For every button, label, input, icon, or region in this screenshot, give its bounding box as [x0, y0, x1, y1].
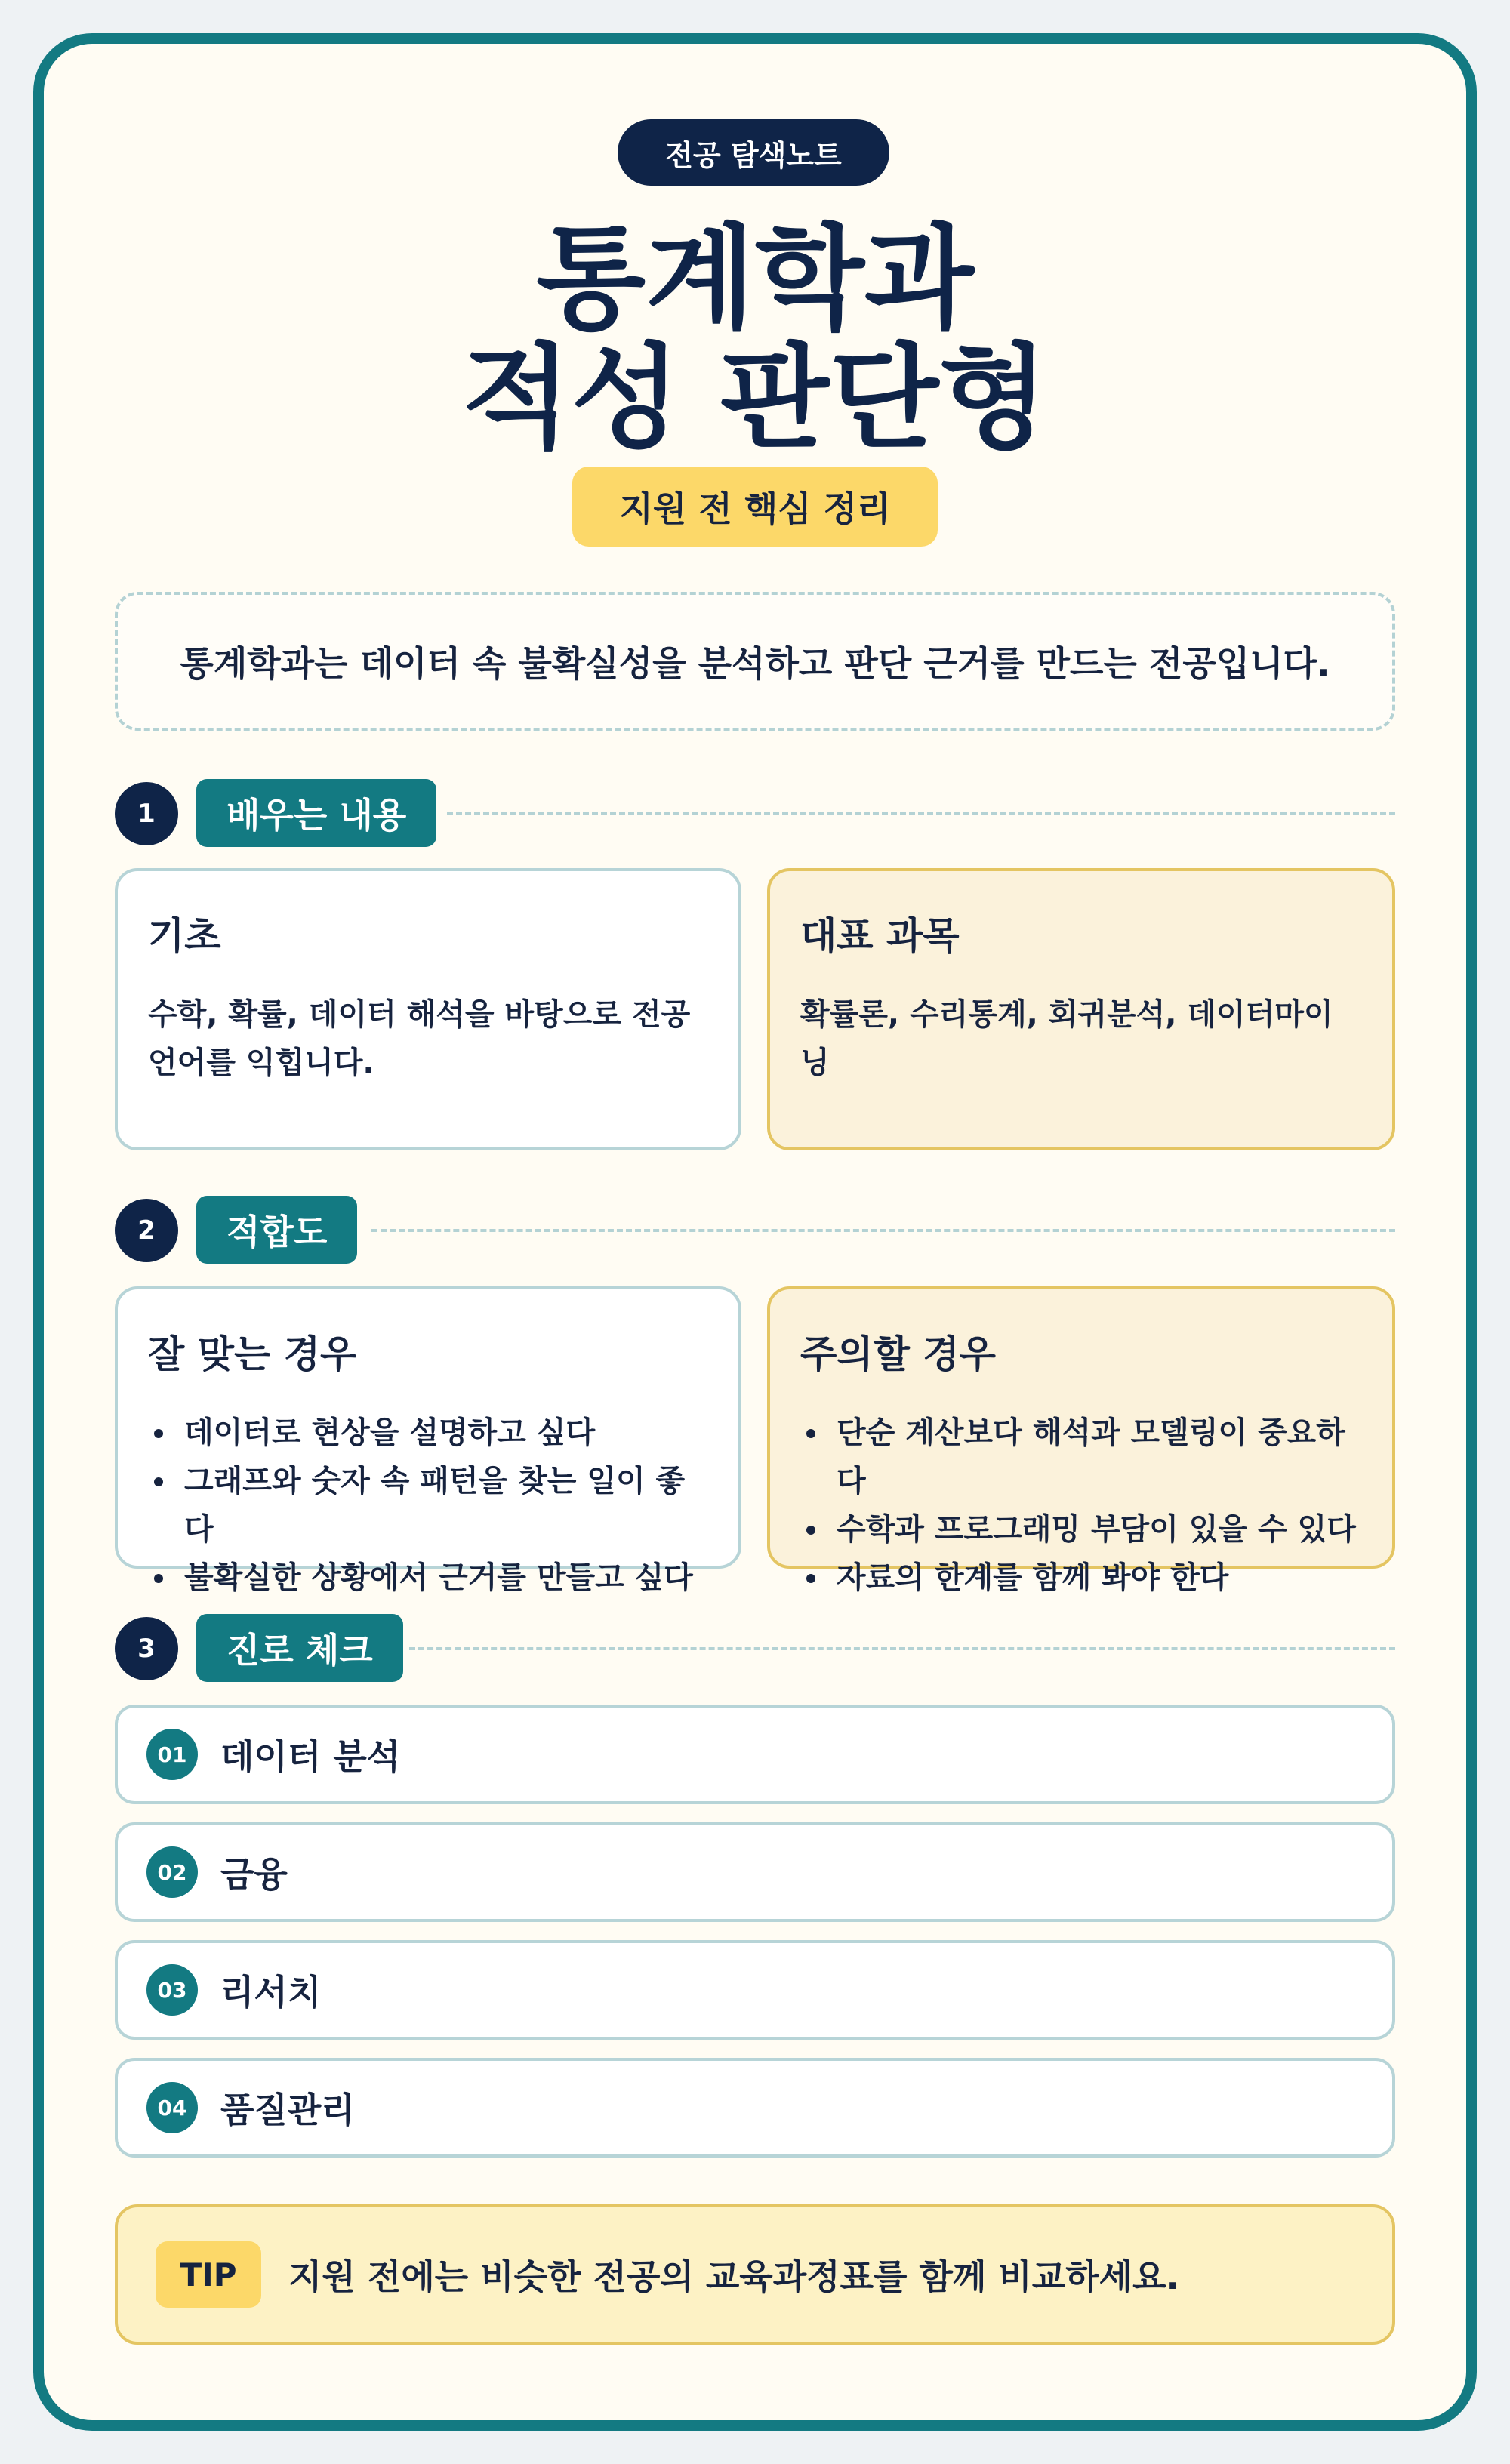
career-number-badge: 02	[146, 1846, 198, 1898]
section-number: 3	[115, 1617, 178, 1680]
section-label-career: 진로 체크	[196, 1614, 403, 1682]
basics-title: 기초	[148, 914, 221, 958]
note-badge: 전공 탐색노트	[618, 119, 889, 186]
tip-badge: TIP	[156, 2241, 261, 2308]
caution-card	[767, 1286, 1395, 1595]
section-divider	[447, 812, 1395, 815]
list-item: 자료의 한계를 함께 봐야 한다	[837, 1554, 1362, 1602]
intro-box	[115, 592, 1395, 731]
page-title-line2: 적성 판단형	[461, 333, 1049, 464]
career-item-data-analysis	[115, 1705, 1395, 1804]
courses-card	[767, 868, 1395, 1150]
basics-card	[115, 868, 741, 1150]
career-number-badge: 01	[146, 1729, 198, 1780]
intro-text: 통계학과는 데이터 속 불확실성을 분석하고 판단 근거를 만드는 전공입니다.	[180, 643, 1330, 684]
career-item-quality-control	[115, 2058, 1395, 2158]
caution-title: 주의할 경우	[800, 1332, 996, 1376]
tip-text: 지원 전에는 비슷한 전공의 교육과정표를 함께 비교하세요.	[288, 2256, 1180, 2297]
career-item-finance	[115, 1822, 1395, 1922]
career-label: 금융	[220, 1854, 288, 1895]
good-fit-title: 잘 맞는 경우	[148, 1332, 357, 1376]
career-number-badge: 04	[146, 2082, 198, 2133]
page-title-line1: 통계학과	[536, 214, 974, 345]
page-subtitle: 지원 전 핵심 정리	[572, 467, 938, 547]
list-item: 단순 계산보다 해석과 모델링이 중요하다	[837, 1409, 1362, 1505]
basics-text: 수학, 확률, 데이터 해석을 바탕으로 전공 언어를 익힙니다.	[148, 997, 691, 1080]
section-label-fit: 적합도	[196, 1196, 357, 1264]
list-item: 수학과 프로그래밍 부담이 있을 수 있다	[837, 1505, 1362, 1554]
list-item: 불확실한 상황에서 근거를 만들고 싶다	[184, 1554, 708, 1602]
list-item: 데이터로 현상을 설명하고 싶다	[184, 1409, 708, 1457]
section-number: 1	[115, 782, 178, 845]
career-label: 데이터 분석	[220, 1736, 401, 1777]
courses-title: 대표 과목	[800, 914, 960, 958]
section-divider	[371, 1229, 1395, 1232]
career-number-badge: 03	[146, 1964, 198, 2016]
section-number: 2	[115, 1199, 178, 1262]
courses-text: 확률론, 수리통계, 회귀분석, 데이터마이닝	[800, 997, 1333, 1080]
career-item-research	[115, 1940, 1395, 2040]
career-label: 품질관리	[220, 2090, 355, 2130]
section-label-learn: 배우는 내용	[196, 779, 436, 847]
good-fit-card	[115, 1286, 741, 1595]
career-label: 리서치	[220, 1972, 322, 2013]
section-divider	[409, 1647, 1395, 1650]
tip-box	[115, 2204, 1395, 2345]
list-item: 그래프와 숫자 속 패턴을 찾는 일이 좋다	[184, 1457, 708, 1554]
